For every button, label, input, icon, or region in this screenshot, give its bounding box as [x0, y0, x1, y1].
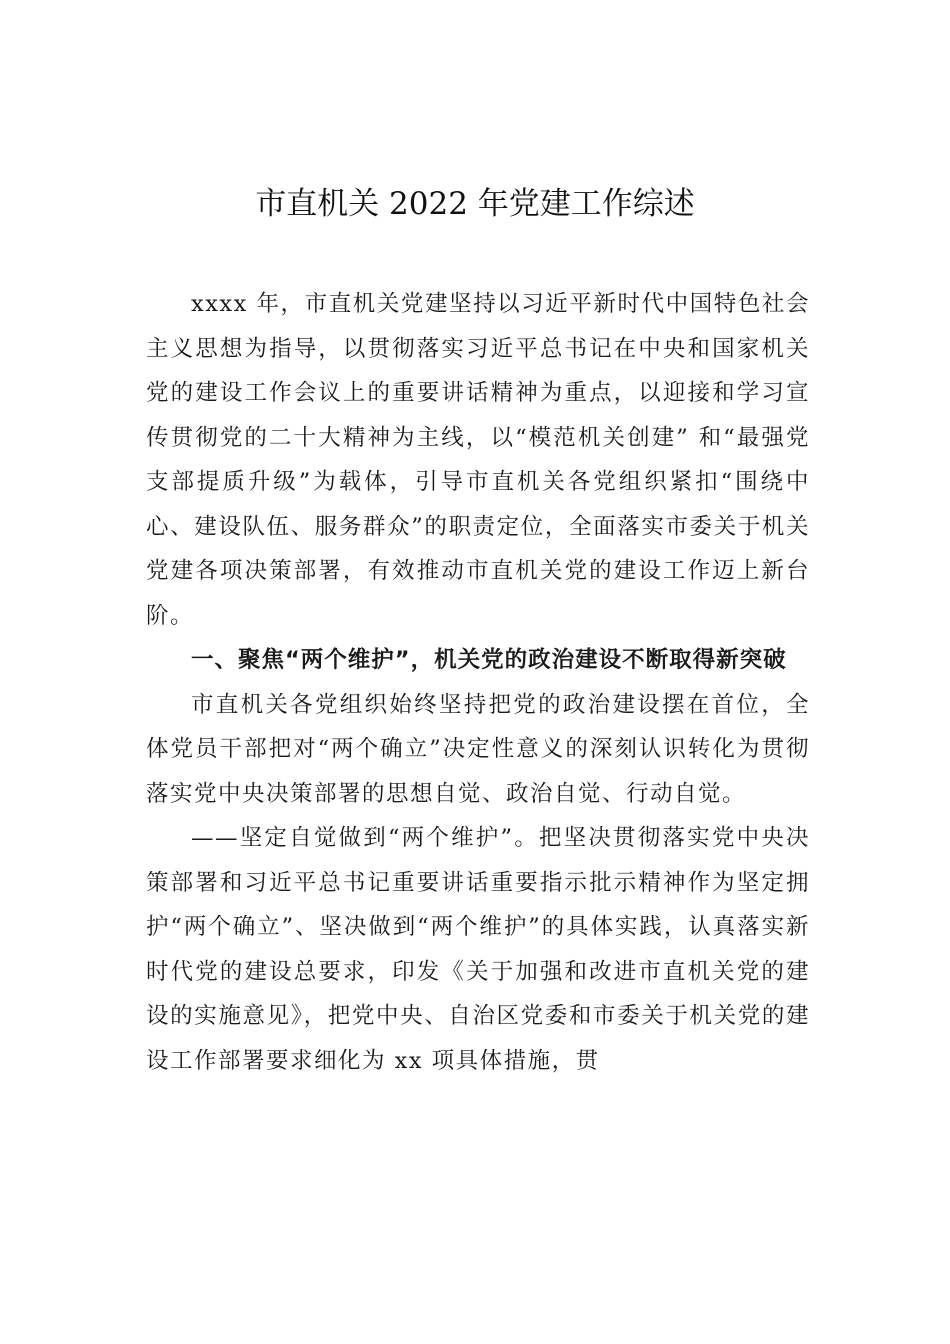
- intro-paragraph: xxxx 年，市直机关党建坚持以习近平新时代中国特色社会主义思想为指导，以贯彻落实习近平总书记在中央和国家机关党的建设工作会议上的重要讲话精神为重点，以迎接和学习宣传贯彻党的二十大精神为主线，以“模范机关创建” 和“最强党支部提质升级”为载体，引导市直机关各党组织紧扣“围绕中心、建设队伍、服务群众”的职责定位，全面落实市委关于机关党建各项决策部署，有效推动市直机关党的建设工作迈上新台阶。: [146, 291, 810, 629]
- section-heading-1: 一、聚焦“两个维护”，机关党的政治建设不断取得新突破: [191, 647, 787, 673]
- document-body: [146, 282, 810, 1083]
- section-1-subitem-paragraph: ——坚定自觉做到“两个维护”。把坚决贯彻落实党中央决策部署和习近平总书记重要讲话重要指示批示精神作为坚定拥护“两个确立”、坚决做到“两个维护”的具体实践，认真落实新时代党的建设总要求，印发《关于加强和改进市直机关党的建设的实施意见》，把党中央、自治区党委和市委关于机关党的建设工作部署要求细化为 xx 项具体措施，贯: [146, 825, 810, 1074]
- document-title: 市直机关 2022 年党建工作综述: [255, 186, 695, 222]
- section-1-paragraph: 市直机关各党组织始终坚持把党的政治建设摆在首位，全体党员干部把对“两个确立”决定性意义的深刻认识转化为贯彻落实党中央决策部署的思想自觉、政治自觉、行动自觉。: [146, 691, 810, 807]
